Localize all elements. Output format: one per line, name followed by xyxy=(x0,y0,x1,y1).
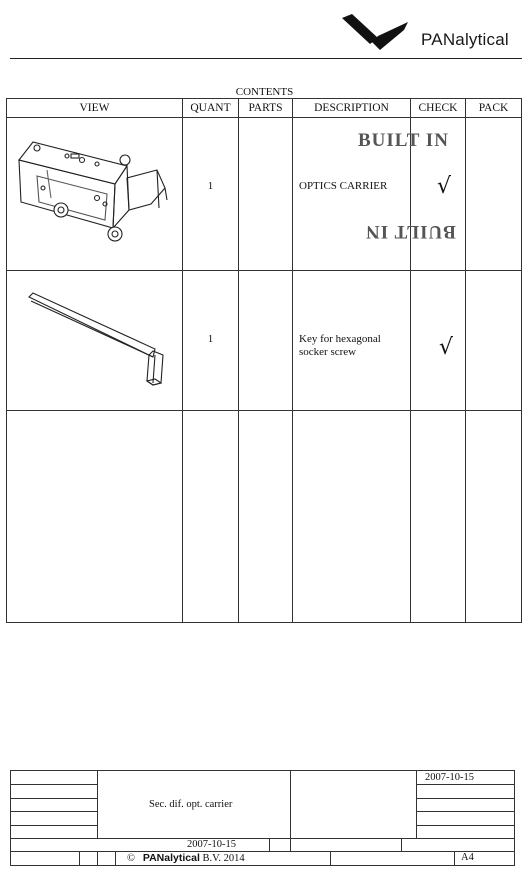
divider xyxy=(330,851,331,865)
pack-cell xyxy=(466,411,522,623)
company-name: PANalytical xyxy=(142,852,200,864)
column-header-check: CHECK xyxy=(411,99,466,118)
divider xyxy=(416,811,514,812)
view-cell xyxy=(7,118,183,271)
divider xyxy=(11,811,97,812)
copyright-icon: © xyxy=(127,853,135,864)
date-top: 2007-10-15 xyxy=(425,772,474,783)
title-block xyxy=(10,770,515,866)
table-header-row xyxy=(7,99,522,118)
description-cell xyxy=(293,118,456,271)
built-in-stamp-mirrored: BUILT IN xyxy=(365,221,456,242)
copyright-line xyxy=(127,852,245,864)
divider xyxy=(416,771,417,839)
checkmark: √ xyxy=(437,174,452,199)
built-in-stamp: BUILT IN xyxy=(358,130,449,151)
optics-carrier-drawing-icon xyxy=(7,118,183,265)
check-cell xyxy=(411,271,466,411)
divider xyxy=(416,784,514,785)
divider xyxy=(416,825,514,826)
description-cell xyxy=(293,271,411,411)
check-cell xyxy=(411,411,466,623)
quant-cell xyxy=(183,271,239,411)
drawing-title: Sec. dif. opt. carrier xyxy=(149,799,233,810)
hex-key-drawing-icon xyxy=(7,271,183,405)
quant-cell xyxy=(183,411,239,623)
divider xyxy=(97,771,98,839)
contents-title: CONTENTS xyxy=(235,86,294,98)
column-header-view: VIEW xyxy=(7,99,183,118)
quant-cell xyxy=(183,118,239,271)
column-header-description: DESCRIPTION xyxy=(293,99,411,118)
check-cell xyxy=(411,118,466,271)
date-bottom: 2007-10-15 xyxy=(187,839,236,850)
parts-cell xyxy=(239,411,293,623)
divider xyxy=(401,838,402,851)
table-row xyxy=(7,271,522,411)
divider xyxy=(11,798,97,799)
divider xyxy=(11,851,514,852)
view-cell xyxy=(7,411,183,623)
description-text: Key for hexagonal socker screw xyxy=(299,333,381,358)
parts-cell xyxy=(239,118,293,271)
checkmark: √ xyxy=(439,335,454,360)
view-cell xyxy=(7,271,183,411)
divider xyxy=(416,798,514,799)
table-row xyxy=(7,118,522,271)
company-suffix: B.V. 2014 xyxy=(202,853,245,864)
panalytical-logo-icon xyxy=(338,14,410,54)
description-cell xyxy=(293,411,411,623)
divider xyxy=(97,851,98,865)
divider xyxy=(11,784,97,785)
sheet-size: A4 xyxy=(461,852,474,863)
column-header-quant: QUANT xyxy=(183,99,239,118)
column-header-parts: PARTS xyxy=(239,99,293,118)
header-rule xyxy=(10,58,522,59)
pack-cell xyxy=(466,271,522,411)
pack-cell xyxy=(466,118,522,271)
contents-table xyxy=(6,98,522,623)
column-header-pack: PACK xyxy=(466,99,522,118)
divider xyxy=(11,838,514,839)
parts-cell xyxy=(239,271,293,411)
divider xyxy=(269,838,270,851)
table-row xyxy=(7,411,522,623)
quant-value: 1 xyxy=(207,180,214,192)
divider xyxy=(11,825,97,826)
quant-value: 1 xyxy=(207,333,214,345)
divider xyxy=(115,851,116,865)
brand-name: PANalytical xyxy=(421,30,509,49)
description-text: OPTICS CARRIER xyxy=(299,180,388,192)
divider xyxy=(290,771,291,852)
divider xyxy=(454,851,455,865)
divider xyxy=(79,851,80,865)
